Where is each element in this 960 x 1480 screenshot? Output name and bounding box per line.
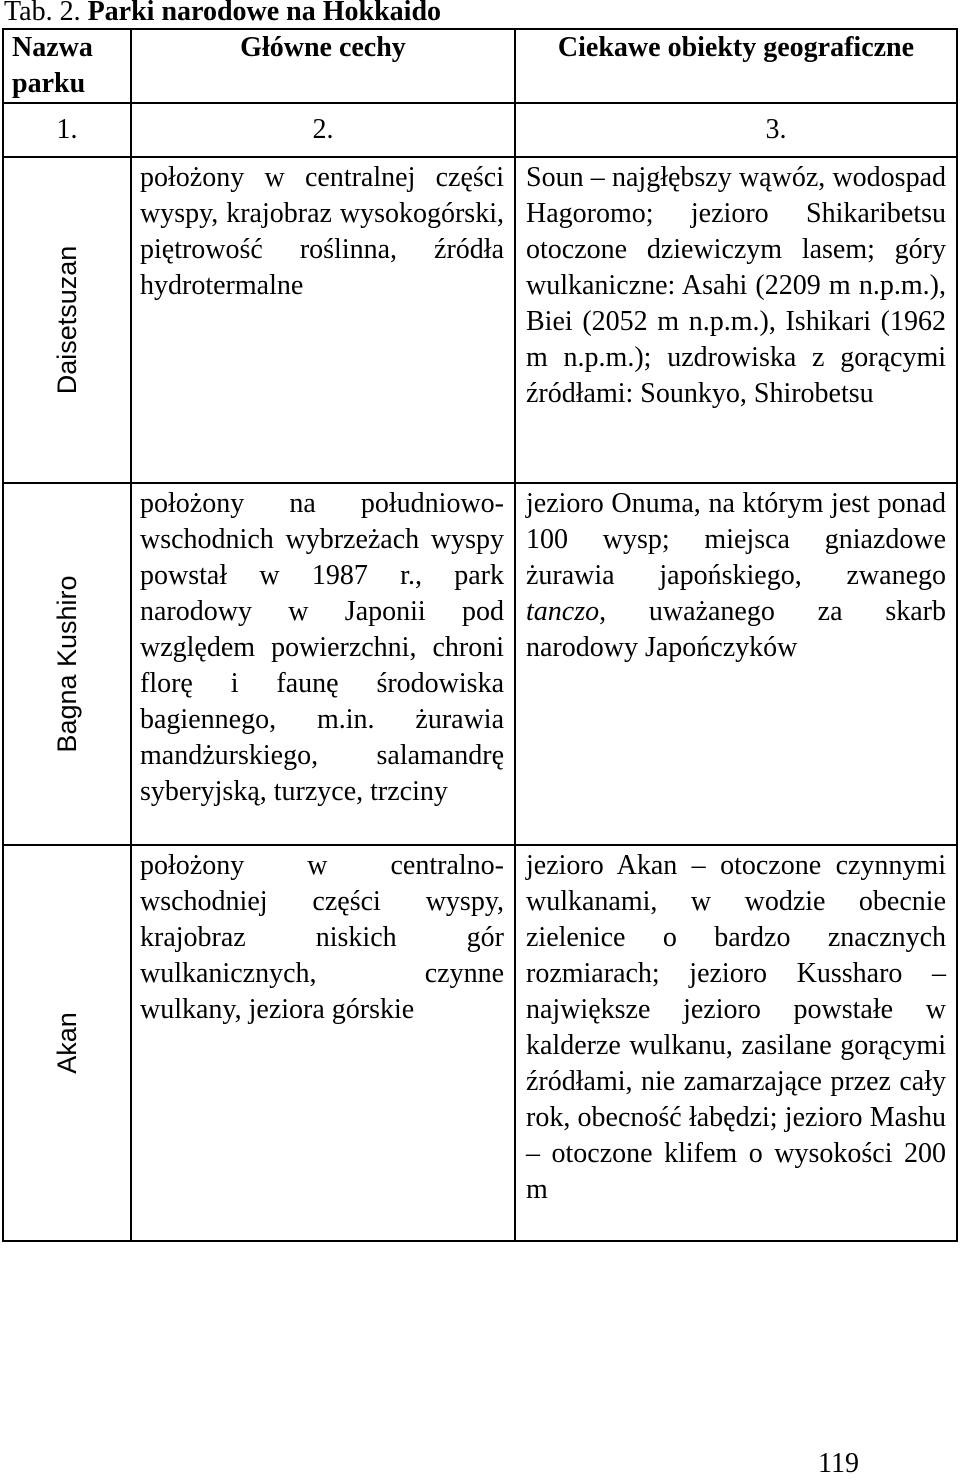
features-cell — [131, 157, 515, 483]
park-features: położony w centralnej części wyspy, krajobraz wysokogórski, piętrowość roślinna, źródła hydrotermalne — [140, 162, 504, 301]
park-name-cell — [3, 157, 131, 483]
page-number: 119 — [818, 1448, 859, 1479]
column-number-1: 1. — [3, 103, 131, 157]
column-number-3: 3. — [515, 103, 957, 157]
header-row — [3, 29, 957, 103]
table-row — [3, 157, 957, 483]
park-objects: Soun – najgłębszy wąwóz, wodospad Hagoromo; jezioro Shikaribetsu otoczone dziewiczym lasem; góry wulkaniczne: Asahi (2209 m n.p.m.), Biei (2052 m n.p.m.), Ishikari (1962 m n.p.m.); uzdrowiska z gorącymi źródłami: Sounkyo, Shirobetsu — [526, 162, 946, 409]
features-cell — [131, 845, 515, 1241]
column-number-2: 2. — [131, 103, 515, 157]
objects-text-after: , uważanego za skarb narodowy Japończyków — [526, 596, 946, 663]
column-number-row — [3, 103, 957, 157]
objects-cell — [515, 157, 957, 483]
park-objects: jezioro Akan – otoczone czynnymi wulkanami, w wodzie obecnie zielenice o bardzo znacznych rozmiarach; jezioro Kussharo – największe jezioro powstałe w kalderze wulkanu, zasilane gorącymi źródłami, nie zamarzające przez cały rok, obecność łabędzi; jezioro Mashu – otoczone klifem o wysokości 200 m — [526, 850, 946, 1205]
objects-cell — [515, 483, 957, 845]
objects-italic-term: tanczo — [526, 596, 600, 627]
national-parks-table — [2, 28, 958, 1242]
table-row — [3, 845, 957, 1241]
header-park-name: Nazwa parku — [3, 29, 131, 103]
park-objects — [516, 484, 956, 666]
header-main-features: Główne cechy — [131, 29, 515, 103]
park-name: Daisetsuzan — [52, 245, 82, 395]
park-name: Akan — [52, 1012, 82, 1074]
park-name-cell — [3, 483, 131, 845]
features-cell — [131, 483, 515, 845]
caption-prefix: Tab. 2. — [4, 0, 81, 27]
park-features: położony na południowo-wschodnich wybrzeżach wyspy powstał w 1987 r., park narodowy w Japonii pod względem powierzchni, chroni florę i faunę środowiska bagiennego, m.in. żurawia mandżurskiego, salamandrę syberyjską, turzyce, trzciny — [140, 488, 504, 807]
table-caption — [4, 0, 944, 30]
park-name: Bagna Kushiro — [52, 575, 82, 753]
park-name-cell — [3, 845, 131, 1241]
table-row — [3, 483, 957, 845]
objects-text-before: jezioro Onuma, na którym jest ponad 100 wysp; miejsca gniazdowe żurawia japońskiego, zwanego — [526, 488, 946, 591]
header-geographic-objects: Ciekawe obiekty geograficzne — [515, 29, 957, 103]
caption-title: Parki narodowe na Hokkaido — [87, 0, 442, 27]
objects-cell — [515, 845, 957, 1241]
park-features: położony w centralno-wschodniej części wyspy, krajobraz niskich gór wulkanicznych, czynne wulkany, jeziora górskie — [140, 850, 504, 1025]
